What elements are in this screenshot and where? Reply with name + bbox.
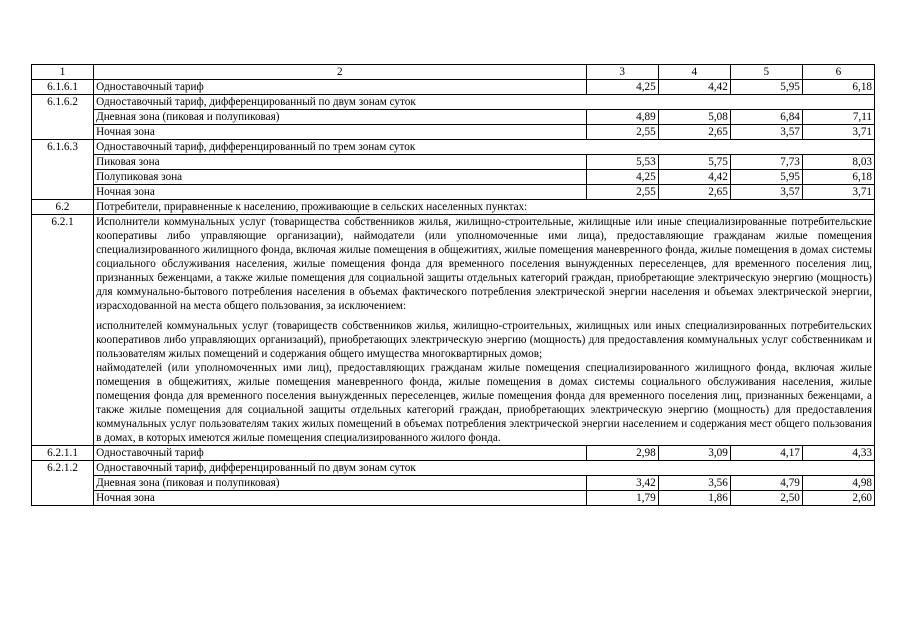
row-value: 3,56: [658, 476, 730, 491]
row-value: 5,53: [586, 155, 658, 170]
row-name: Одноставочный тариф: [94, 80, 587, 95]
row-value: 4,42: [658, 80, 730, 95]
row-value: 2,98: [586, 446, 658, 461]
row-value: 6,84: [730, 110, 802, 125]
row-value: 5,75: [658, 155, 730, 170]
header-cell-4: 4: [658, 65, 730, 80]
row-value: 7,73: [730, 155, 802, 170]
row-value: 4,42: [658, 170, 730, 185]
row-value: 2,65: [658, 125, 730, 140]
row-value: 8,03: [802, 155, 874, 170]
row-name: Ночная зона: [94, 185, 587, 200]
row-value: 3,71: [802, 125, 874, 140]
row-value: 3,09: [658, 446, 730, 461]
table-row: [32, 155, 875, 170]
header-cell-6: 6: [802, 65, 874, 80]
row-value: 7,11: [802, 110, 874, 125]
row-value: 4,98: [802, 476, 874, 491]
row-value: 2,55: [586, 125, 658, 140]
row-name: Полупиковая зона: [94, 170, 587, 185]
header-row: [32, 65, 875, 80]
table-row: [32, 476, 875, 491]
row-value: 4,79: [730, 476, 802, 491]
row-name: Дневная зона (пиковая и полупиковая): [94, 110, 587, 125]
table-row: [32, 185, 875, 200]
row-value: 6,18: [802, 170, 874, 185]
table-row: [32, 80, 875, 95]
row-value: 2,60: [802, 491, 874, 506]
row-name: Ночная зона: [94, 125, 587, 140]
row-name: Потребители, приравненные к населению, проживающие в сельских населенных пунктах:: [94, 200, 875, 215]
row-code: 6.2.1.2: [32, 461, 94, 506]
row-code: 6.1.6.3: [32, 140, 94, 200]
description-paragraph: наймодателей (или уполномоченных ими лиц), предоставляющих гражданам жилые помещения специализированного жилищного фонда, включая жилые помещения в общежитиях, жилые помещения маневренного фонда, жилые помещения в домах системы социального обслуживания населения, жилые помещения фонда для временного поселения вынужденных переселенцев, жилые помещения фонда для временного поселения лиц, признанных беженцами, а также жилые помещения для социальной защиты отдельных категорий граждан, приобретающих электрическую энергию (мощность) для предоставления коммунальных услуг пользователям таких жилых помещений в объемах потребления электрической энергии населением и содержания мест общего пользования в домах, в которых имеются жилые помещения специализированного жилого фонда.: [96, 362, 872, 444]
tariff-table: [31, 64, 875, 506]
table-row: [32, 461, 875, 476]
row-code: 6.1.6.2: [32, 95, 94, 140]
row-value: 3,57: [730, 125, 802, 140]
row-value: 3,71: [802, 185, 874, 200]
header-cell-3: 3: [586, 65, 658, 80]
row-value: 3,57: [730, 185, 802, 200]
table-row: [32, 110, 875, 125]
row-value: 2,55: [586, 185, 658, 200]
row-value: 4,89: [586, 110, 658, 125]
row-value: 5,95: [730, 170, 802, 185]
row-code: 6.1.6.1: [32, 80, 94, 95]
row-value: 6,18: [802, 80, 874, 95]
row-name: Одноставочный тариф: [94, 446, 587, 461]
description-paragraph: Исполнители коммунальных услуг (товарищества собственников жилья, жилищно-строительные, жилищные или иные специализированные потребительские кооперативы либо управляющие организации), наймодатели (или уполномоченные ими лица), предоставляющие гражданам жилые помещения специализированного жилищного фонда, включая жилые помещения в общежитиях, жилые помещения маневренного фонда, жилые помещения в домах системы социального обслуживания населения, жилые помещения фонда для временного поселения вынужденных переселенцев, для временного поселения лиц, признанных беженцами, а также жилые помещения для социальной защиты отдельных категорий граждан, приобретающие электрическую энергию (мощность) для коммунально-бытового потребления населения в объемах фактического потребления электрической энергии населения и объемах электрической энергии, израсходованной на места общего пользования, за исключением:: [96, 216, 872, 312]
table-row: [32, 491, 875, 506]
row-value: 4,25: [586, 80, 658, 95]
table-row: [32, 446, 875, 461]
table-row: [32, 170, 875, 185]
row-value: 1,79: [586, 491, 658, 506]
row-name: Пиковая зона: [94, 155, 587, 170]
table-row: [32, 215, 875, 446]
row-code: 6.2.1: [32, 215, 94, 446]
row-code: 6.2: [32, 200, 94, 215]
row-name: Ночная зона: [94, 491, 587, 506]
row-name: Одноставочный тариф, дифференцированный по двум зонам суток: [94, 461, 875, 476]
row-value: 4,33: [802, 446, 874, 461]
row-value: 5,08: [658, 110, 730, 125]
description-paragraph: исполнителей коммунальных услуг (товариществ собственников жилья, жилищно-строительных, жилищных или иных специализированных потребительских кооперативов либо управляющих организаций), приобретающих электрическую энергию (мощность) для предоставления коммунальных услуг собственникам и пользователям жилых помещений и содержания общего имущества многоквартирных домов;: [96, 320, 872, 360]
row-value: 2,50: [730, 491, 802, 506]
row-description: [94, 215, 875, 446]
row-name: Одноставочный тариф, дифференцированный по трем зонам суток: [94, 140, 875, 155]
row-value: 1,86: [658, 491, 730, 506]
header-cell-1: 1: [32, 65, 94, 80]
row-value: 2,65: [658, 185, 730, 200]
table-row: [32, 125, 875, 140]
row-value: 4,17: [730, 446, 802, 461]
row-name: Одноставочный тариф, дифференцированный по двум зонам суток: [94, 95, 875, 110]
row-value: 3,42: [586, 476, 658, 491]
table-row: [32, 140, 875, 155]
row-value: 4,25: [586, 170, 658, 185]
header-cell-5: 5: [730, 65, 802, 80]
table-row: [32, 200, 875, 215]
row-code: 6.2.1.1: [32, 446, 94, 461]
header-cell-2: 2: [94, 65, 587, 80]
table-row: [32, 95, 875, 110]
row-value: 5,95: [730, 80, 802, 95]
row-name: Дневная зона (пиковая и полупиковая): [94, 476, 587, 491]
